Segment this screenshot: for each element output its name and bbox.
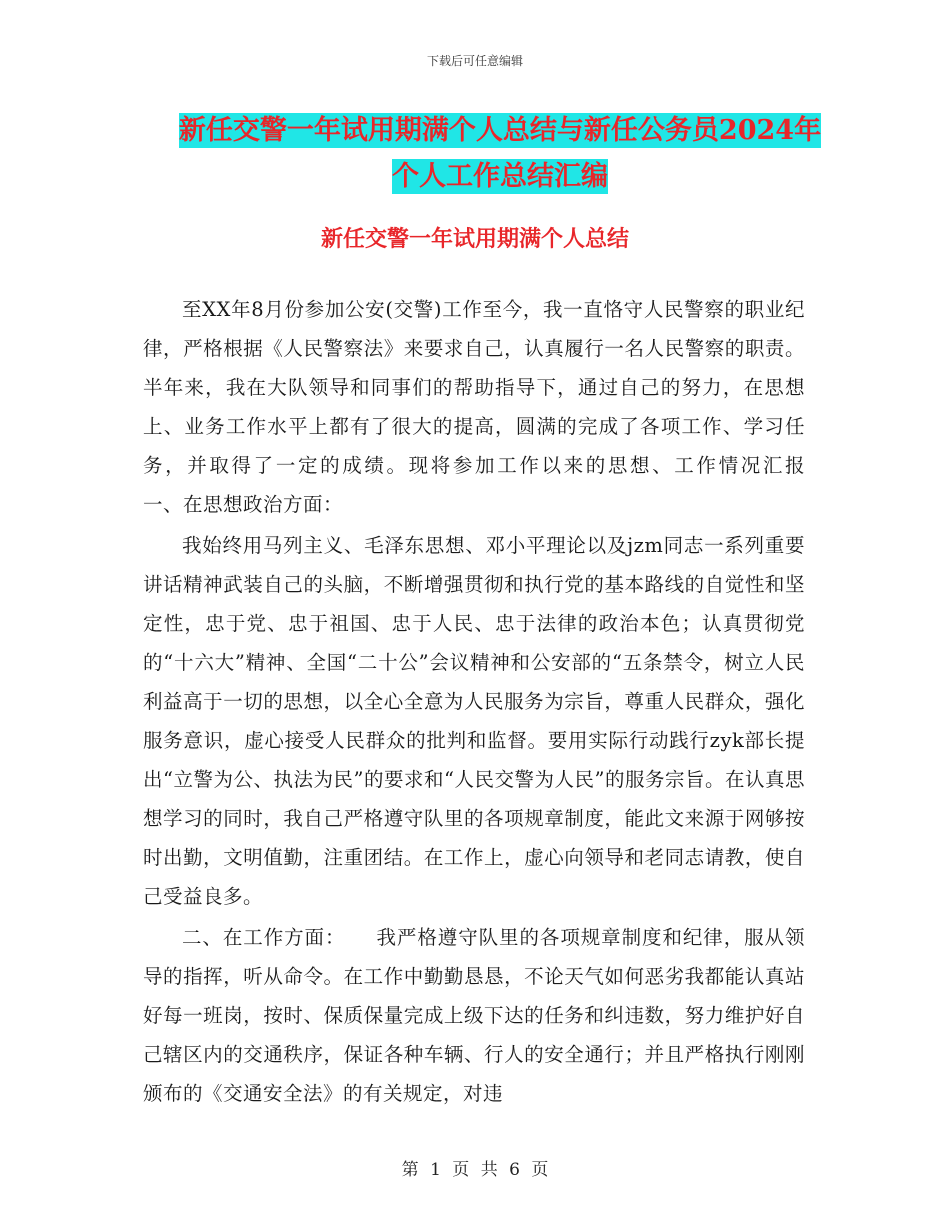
header-note: 下载后可任意编辑 xyxy=(426,54,523,68)
paragraph-1: 至XX年8月份参加公安(交警)工作至今，我一直恪守人民警察的职业纪律，严格根据《人民警察法》来要求自己，认真履行一名人民警察的职责。半年来，我在大队领导和同事们的帮助指导下，通过自己的努力，在思想上、业务工作水平上都有了很大的提高，圆满的完成了各项工作、学习任务，并取得了一定的成绩。现将参加工作以来的思想、工作情况汇报 一、在思想政治方面： xyxy=(143,298,846,516)
title-line-2: 个人工作总结汇编 xyxy=(392,161,608,192)
page-footer: 第 1 页 共 6 页 xyxy=(401,1160,549,1180)
paragraph-3: 二、在工作方面： 我严格遵守队里的各项规章制度和纪律，服从领导的指挥，听从命令。在工作中勤勤恳恳，不论天气如何恶劣我都能认真站好每一班岗，按时、保质保量完成上级下达的任务和纠违数，努力维护好自己辖区内的交通秩序，保证各种车辆、行人的安全通行；并且严格执行刚刚颁布的《交通安全法》的有关规定，对违 xyxy=(143,926,805,1105)
document-title xyxy=(140,108,860,200)
section-title: 新任交警一年试用期满个人总结 xyxy=(320,226,629,252)
title-line-1: 新任交警一年试用期满个人总结与新任公务员2024年 xyxy=(178,115,822,146)
paragraph-2: 我始终用马列主义、毛泽东思想、邓小平理论以及jzm同志一系列重要讲话精神武装自己的头脑，不断增强贯彻和执行党的基本路线的自觉性和坚定性，忠于党、忠于祖国、忠于人民、忠于法律的政治本色；认真贯彻党的“十六大”精神、全国“二十公”会议精神和公安部的“五条禁令，树立人民利益高于一切的思想，以全心全意为人民服务为宗旨，尊重人民群众，强化服务意识，虚心接受人民群众的批判和监督。要用实际行动践行zyk部长提出“立警为公、执法为民”的要求和“人民交警为人民”的服务宗旨。在认真思想学习的同时，我自己严格遵守队里的各项规章制度，能此文来源于网够按时出勤，文明值勤，注重团结。在工作上，虚心向领导和老同志请教，使自己受益良多。 xyxy=(143,534,805,908)
body-text xyxy=(143,290,846,1113)
